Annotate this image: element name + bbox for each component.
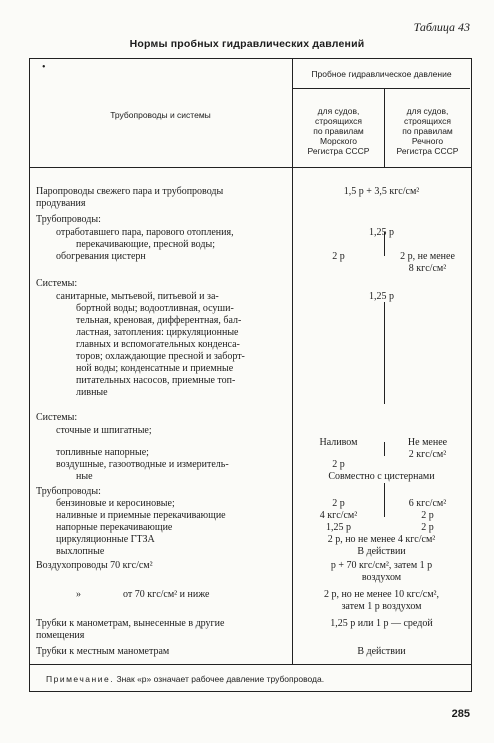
value-cell: 1,25 p [369, 227, 394, 238]
row-text: Паропроводы свежего пара и трубопроводы [36, 186, 224, 197]
row-text: торов; охлаждающие пресной и заборт- [76, 351, 245, 362]
row-text: ливные [76, 387, 108, 398]
note-label: Примечание. [46, 674, 115, 684]
value-cell: Не менее [407, 437, 448, 448]
header-river-register: для судов, строящихся по правилам Речного Регистра СССР [396, 106, 459, 156]
row-text: напорные перекачивающие [56, 522, 173, 533]
group-heading: Системы: [36, 278, 78, 289]
row-text: Воздухопроводы 70 кгс/см² [36, 560, 153, 571]
table-title: Нормы пробных гидравлических давлений [129, 38, 365, 50]
value-cell: 8 кгс/см² [408, 263, 447, 274]
value-cell: 2 p, не менее [400, 251, 455, 262]
row-text: помещения [36, 630, 85, 641]
value-cell: 1,25 p [326, 522, 351, 533]
header-test-pressure: Пробное гидравлическое давление [311, 69, 452, 79]
row-text: выхлопные [56, 546, 105, 557]
value-cell: 6 кгс/см² [408, 498, 447, 509]
value-cell: 2 p, но не менее 10 кгс/см², [323, 589, 440, 600]
row-text: Трубки к манометрам, вынесенные в другие [36, 618, 225, 629]
column-divider-2-b [384, 302, 385, 404]
value-cell: 2 p [332, 498, 345, 509]
row-text: обогревания цистерн [56, 251, 146, 262]
row-text: продувания [36, 198, 86, 209]
value-cell: В действии [357, 546, 406, 557]
row-text: тельная, креновая, дифферентная, бал- [76, 315, 242, 326]
note-text: Знак «p» означает рабочее давление трубопровода. [116, 674, 325, 684]
value-cell: воздухом [361, 572, 402, 583]
row-text: ластная, затопления: циркуляционные [76, 327, 239, 338]
value-cell: 1,25 p [369, 291, 394, 302]
value-cell: 2 p [332, 459, 345, 470]
group-heading: Трубопроводы: [36, 214, 101, 225]
value-cell: 4 кгс/см² [319, 510, 358, 521]
row-text: топливные напорные; [56, 447, 149, 458]
value-cell: 2 p [421, 510, 434, 521]
value-cell: 1,5 p + 3,5 кгс/см² [343, 186, 420, 197]
value-cell: В действии [357, 646, 406, 657]
row-text: питательных насосов, приемные топ- [76, 375, 236, 386]
group-heading: Трубопроводы: [36, 486, 101, 497]
row-text: воздушные, газоотводные и измеритель- [56, 459, 229, 470]
row-text: циркуляционные ГТЗА [56, 534, 155, 545]
row-text: наливные и приемные перекачивающие [56, 510, 226, 521]
row-text: бензиновые и керосиновые; [56, 498, 175, 509]
row-text: сточные и шпигатные; [56, 425, 152, 436]
table-number: Таблица 43 [413, 20, 470, 34]
value-cell: 1,25 p или 1 p — средой [330, 618, 433, 629]
value-cell: p + 70 кгс/см², затем 1 p [330, 560, 433, 571]
table-note [46, 674, 324, 684]
value-cell: затем 1 p воздухом [341, 601, 422, 612]
ditto-mark: » [76, 589, 81, 600]
group-heading: Системы: [36, 412, 78, 423]
value-cell: 2 p [332, 251, 345, 262]
value-cell: 2 p [421, 522, 434, 533]
value-cell: 2 кгс/см² [408, 449, 447, 460]
value-cell: Наливом [319, 437, 358, 448]
marker-dot: • [42, 62, 46, 73]
row-text: отработавшего пара, парового отопления, [56, 227, 234, 238]
header-sea-register: для судов, строящихся по правилам Морского Регистра СССР [307, 106, 370, 156]
header-pipelines-systems: Трубопроводы и системы [110, 110, 211, 120]
footer-divider [29, 664, 471, 665]
row-text: перекачивающие, пресной воды; [76, 239, 215, 250]
row-text: ные [76, 471, 93, 482]
header-bottom-divider [29, 167, 471, 168]
value-cell: 2 p, но не менее 4 кгс/см² [327, 534, 436, 545]
row-text: санитарные, мытьевой, питьевой и за- [56, 291, 219, 302]
value-cell: Совместно с цистернами [328, 471, 435, 482]
row-text: главных и вспомогательных конденса- [76, 339, 240, 350]
row-text: от 70 кгс/см² и ниже [123, 589, 210, 600]
header-group-divider [292, 88, 470, 89]
row-text: ной воды; конденсатные и приемные [76, 363, 234, 374]
row-text: бортной воды; водоотливная, осуши- [76, 303, 234, 314]
row-text: Трубки к местным манометрам [36, 646, 170, 657]
page-number: 285 [451, 708, 470, 720]
